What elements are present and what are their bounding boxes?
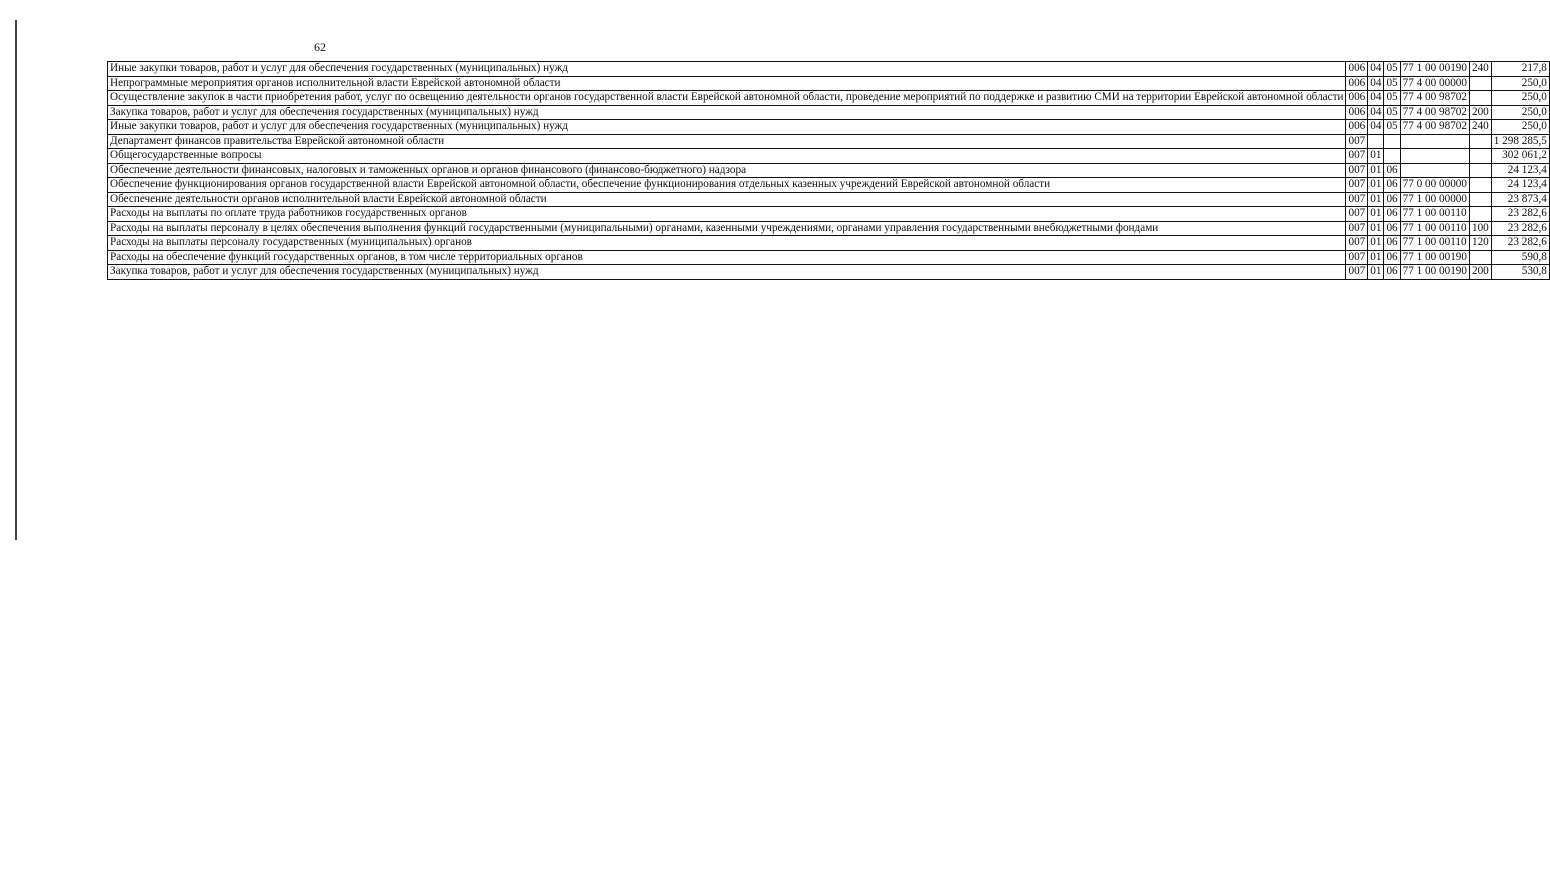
row-ved-code: 006 [1346,62,1368,77]
row-ved-code: 007 [1346,163,1368,178]
row-name: Обеспечение деятельности финансовых, налоговых и таможенных органов и органов финансового (финансово-бюджетного) надзора [108,163,1346,178]
row-subsection-code: 06 [1384,192,1400,207]
table-row [108,221,1550,236]
row-sum: 250,0 [1491,76,1549,91]
row-expense-type: 240 [1469,62,1491,77]
row-subsection-code: 06 [1384,221,1400,236]
row-ved-code: 006 [1346,76,1368,91]
table-row [108,76,1550,91]
row-ved-code: 007 [1346,207,1368,222]
page-number: 62 [314,40,326,54]
row-target-article [1400,149,1469,164]
row-subsection-code [1384,149,1400,164]
row-expense-type [1469,192,1491,207]
row-ved-code: 007 [1346,265,1368,280]
row-sum: 23 873,4 [1491,192,1549,207]
row-name: Расходы на выплаты по оплате труда работников государственных органов [108,207,1346,222]
table-row [108,236,1550,251]
row-ved-code: 007 [1346,221,1368,236]
row-name: Осуществление закупок в части приобретения работ, услуг по освещению деятельности органов государственной власти Еврейской автономной области, проведение мероприятий по поддержке и развитию СМИ на территории Еврейской автономной области [108,91,1346,106]
row-name: Обеспечение функционирования органов государственной власти Еврейской автономной области, обеспечение функционирования отдельных казенных учреждений Еврейской автономной области [108,178,1346,193]
row-subsection-code: 06 [1384,178,1400,193]
row-section-code: 01 [1368,265,1384,280]
row-subsection-code: 06 [1384,163,1400,178]
table-row [108,91,1550,106]
row-section-code: 04 [1368,76,1384,91]
row-ved-code: 007 [1346,149,1368,164]
row-target-article [1400,134,1469,149]
row-expense-type [1469,76,1491,91]
row-expense-type: 200 [1469,105,1491,120]
scan-edge-line [15,20,17,540]
row-ved-code: 006 [1346,105,1368,120]
row-section-code: 01 [1368,192,1384,207]
row-sum: 302 061,2 [1491,149,1549,164]
table-row [108,62,1550,77]
row-ved-code: 007 [1346,192,1368,207]
row-name: Обеспечение деятельности органов исполнительной власти Еврейской автономной области [108,192,1346,207]
row-sum: 217,8 [1491,62,1549,77]
row-sum: 23 282,6 [1491,236,1549,251]
row-expense-type [1469,207,1491,222]
row-name: Расходы на обеспечение функций государственных органов, в том числе территориальных органов [108,250,1346,265]
row-expense-type [1469,178,1491,193]
table-row [108,265,1550,280]
table-row [108,134,1550,149]
row-sum: 250,0 [1491,105,1549,120]
row-expense-type [1469,134,1491,149]
row-ved-code: 007 [1346,236,1368,251]
row-sum: 24 123,4 [1491,178,1549,193]
row-subsection-code: 06 [1384,207,1400,222]
row-subsection-code: 05 [1384,120,1400,135]
row-sum: 590,8 [1491,250,1549,265]
row-expense-type: 200 [1469,265,1491,280]
row-sum: 23 282,6 [1491,207,1549,222]
row-expense-type [1469,163,1491,178]
row-expense-type [1469,149,1491,164]
row-target-article: 77 1 00 00190 [1400,250,1469,265]
row-target-article: 77 1 00 00110 [1400,236,1469,251]
row-name: Иные закупки товаров, работ и услуг для обеспечения государственных (муниципальных) нужд [108,120,1346,135]
row-target-article: 77 4 00 00000 [1400,76,1469,91]
row-expense-type: 120 [1469,236,1491,251]
table-row [108,192,1550,207]
row-expense-type: 240 [1469,120,1491,135]
budget-table [107,61,1550,280]
row-target-article: 77 0 00 00000 [1400,178,1469,193]
table-row [108,120,1550,135]
table-row [108,250,1550,265]
row-section-code: 04 [1368,91,1384,106]
row-sum: 24 123,4 [1491,163,1549,178]
row-section-code: 01 [1368,250,1384,265]
row-target-article: 77 4 00 98702 [1400,120,1469,135]
row-target-article: 77 4 00 98702 [1400,105,1469,120]
row-ved-code: 007 [1346,134,1368,149]
row-target-article: 77 1 00 00110 [1400,207,1469,222]
row-target-article: 77 4 00 98702 [1400,91,1469,106]
row-subsection-code: 06 [1384,250,1400,265]
row-name: Непрограммные мероприятия органов исполнительной власти Еврейской автономной области [108,76,1346,91]
row-name: Закупка товаров, работ и услуг для обеспечения государственных (муниципальных) нужд [108,265,1346,280]
row-section-code: 01 [1368,207,1384,222]
row-target-article: 77 1 00 00000 [1400,192,1469,207]
row-section-code: 01 [1368,178,1384,193]
row-subsection-code: 06 [1384,265,1400,280]
row-sum: 250,0 [1491,91,1549,106]
row-section-code: 01 [1368,163,1384,178]
row-expense-type [1469,91,1491,106]
row-target-article [1400,163,1469,178]
row-name: Расходы на выплаты персоналу государственных (муниципальных) органов [108,236,1346,251]
row-subsection-code [1384,134,1400,149]
row-name: Иные закупки товаров, работ и услуг для обеспечения государственных (муниципальных) нужд [108,62,1346,77]
row-subsection-code: 05 [1384,76,1400,91]
row-name: Расходы на выплаты персоналу в целях обеспечения выполнения функций государственными (муниципальными) органами, казенными учреждениями, органами управления государственными внебюджетными фондами [108,221,1346,236]
row-section-code: 01 [1368,221,1384,236]
row-subsection-code: 05 [1384,105,1400,120]
row-name: Общегосударственные вопросы [108,149,1346,164]
table-row [108,105,1550,120]
table-row [108,207,1550,222]
row-sum: 530,8 [1491,265,1549,280]
table-row [108,178,1550,193]
row-expense-type [1469,250,1491,265]
row-subsection-code: 05 [1384,62,1400,77]
row-subsection-code: 06 [1384,236,1400,251]
table-row [108,149,1550,164]
row-ved-code: 007 [1346,178,1368,193]
row-section-code: 01 [1368,149,1384,164]
row-target-article: 77 1 00 00190 [1400,265,1469,280]
row-sum: 1 298 285,5 [1491,134,1549,149]
row-section-code: 04 [1368,120,1384,135]
row-ved-code: 007 [1346,250,1368,265]
row-section-code: 04 [1368,62,1384,77]
row-section-code: 01 [1368,236,1384,251]
row-ved-code: 006 [1346,91,1368,106]
row-name: Закупка товаров, работ и услуг для обеспечения государственных (муниципальных) нужд [108,105,1346,120]
row-target-article: 77 1 00 00110 [1400,221,1469,236]
row-section-code: 04 [1368,105,1384,120]
row-expense-type: 100 [1469,221,1491,236]
row-sum: 250,0 [1491,120,1549,135]
table-row [108,163,1550,178]
row-subsection-code: 05 [1384,91,1400,106]
row-ved-code: 006 [1346,120,1368,135]
row-name: Департамент финансов правительства Еврейской автономной области [108,134,1346,149]
row-section-code [1368,134,1384,149]
row-sum: 23 282,6 [1491,221,1549,236]
row-target-article: 77 1 00 00190 [1400,62,1469,77]
